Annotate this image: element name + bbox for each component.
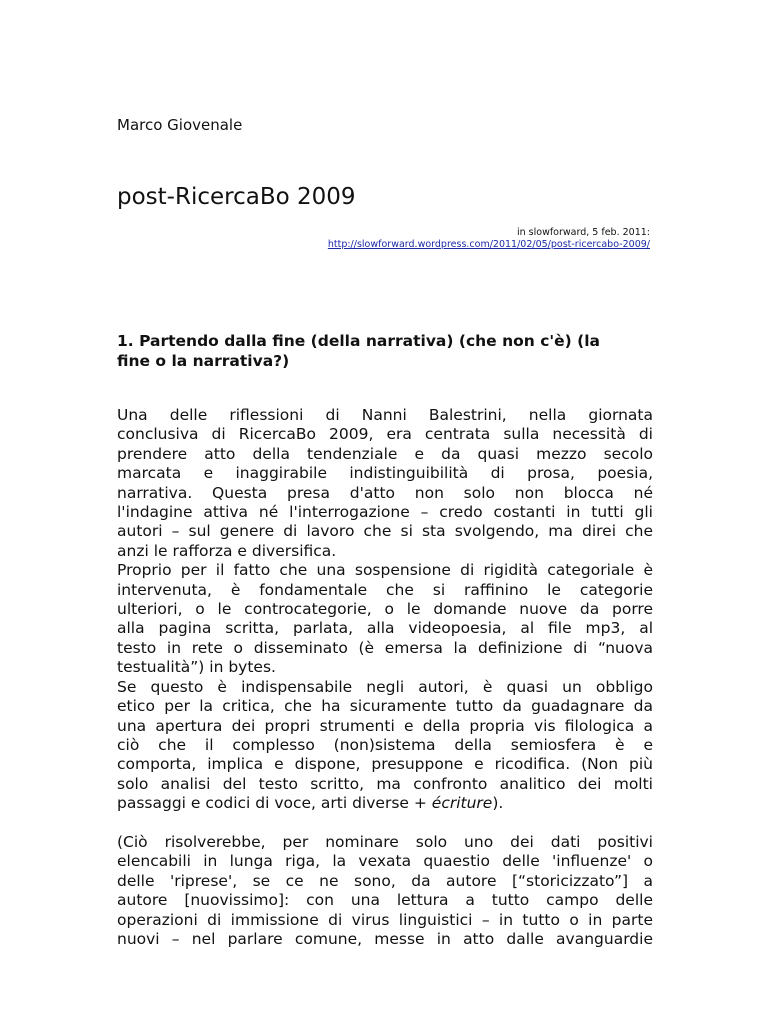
text-line: elencabili in lunga riga, la vexata quaestio delle 'influenze' o <box>117 852 653 871</box>
text-line: (Ciò risolverebbe, per nominare solo uno dei dati positivi <box>117 832 653 851</box>
section-heading <box>117 331 651 371</box>
text-line: marcata e inaggirabile indistinguibilità di prosa, poesia, <box>117 464 653 483</box>
source-link[interactable]: http://slowforward.wordpress.com/2011/02/05/post-ricercabo-2009/ <box>327 239 650 250</box>
text-line: etico per la critica, che ha sicuramente tutto da guadagnare da <box>117 697 653 716</box>
text-line <box>117 794 653 813</box>
source-line: in slowforward, 5 feb. 2011: <box>516 227 650 238</box>
text-line: solo analisi del testo scritto, ma confronto analitico dei molti <box>117 774 653 793</box>
text-line: conclusiva di RicercaBo 2009, era centrata sulla necessità di <box>117 425 653 444</box>
text-line: testo in rete o disseminato (è emersa la definizione di “nuova <box>117 638 653 657</box>
paragraph-2 <box>117 561 653 677</box>
text-fragment: ). <box>492 794 504 813</box>
text-line: comporta, implica e dispone, presuppone e ricodifica. (Non più <box>117 755 653 774</box>
text-fragment: passaggi e codici di voce, arti diverse <box>117 794 414 813</box>
document-title: post-RicercaBo 2009 <box>117 184 356 210</box>
section-heading-line: 1. Partendo dalla fine (della narrativa) (che non c'è) (la <box>117 332 600 350</box>
text-line: Se questo è indispensabile negli autori, è quasi un obbligo <box>117 677 653 696</box>
text-line: narrativa. Questa presa d'atto non solo non blocca né <box>117 483 653 502</box>
text-line: l'indagine attiva né l'interrogazione – credo costanti in tutti gli <box>117 503 653 522</box>
text-line: operazioni di immissione di virus linguistici – in tutto o in parte <box>117 910 653 929</box>
text-line: Proprio per il fatto che una sospensione di rigidità categoriale è <box>117 561 653 580</box>
text-line: una apertura dei propri strumenti e della propria vis filologica a <box>117 716 653 735</box>
paragraph-gap <box>117 814 653 833</box>
text-line: anzi le rafforza e diversifica. <box>117 541 337 560</box>
text-line: nuovi – nel parlare comune, messe in atto dalle avanguardie <box>117 929 653 948</box>
plus-sign: + <box>413 794 427 813</box>
section-heading-line: fine o la narrativa?) <box>117 352 290 370</box>
paragraph-1 <box>117 406 653 561</box>
text-line: autore [nuovissimo]: con una lettura a tutto campo delle <box>117 891 653 910</box>
text-line: prendere atto della tendenziale e da quasi mezzo secolo <box>117 444 653 463</box>
paragraph-3 <box>117 678 653 814</box>
text-line: ciò che il complesso (non)sistema della semiosfera è e <box>117 735 653 754</box>
source-citation <box>328 227 650 251</box>
italic-term: écriture <box>431 794 493 813</box>
text-line: intervenuta, è fondamentale che si raffinino le categorie <box>117 580 653 599</box>
text-line: testualità”) in bytes. <box>117 658 276 677</box>
text-line: delle 'riprese', se ce ne sono, da autore [“storicizzato”] a <box>117 871 653 890</box>
text-line: Una delle riflessioni di Nanni Balestrini, nella giornata <box>117 406 653 424</box>
body-text <box>117 406 653 949</box>
author-name: Marco Giovenale <box>117 116 243 134</box>
text-line: ulteriori, o le controcategorie, o le domande nuove da porre <box>117 600 653 619</box>
text-line: autori – sul genere di lavoro che si sta svolgendo, ma direi che <box>117 522 653 541</box>
text-line: alla pagina scritta, parlata, alla videopoesia, al file mp3, al <box>117 619 653 638</box>
paragraph-4 <box>117 833 653 949</box>
